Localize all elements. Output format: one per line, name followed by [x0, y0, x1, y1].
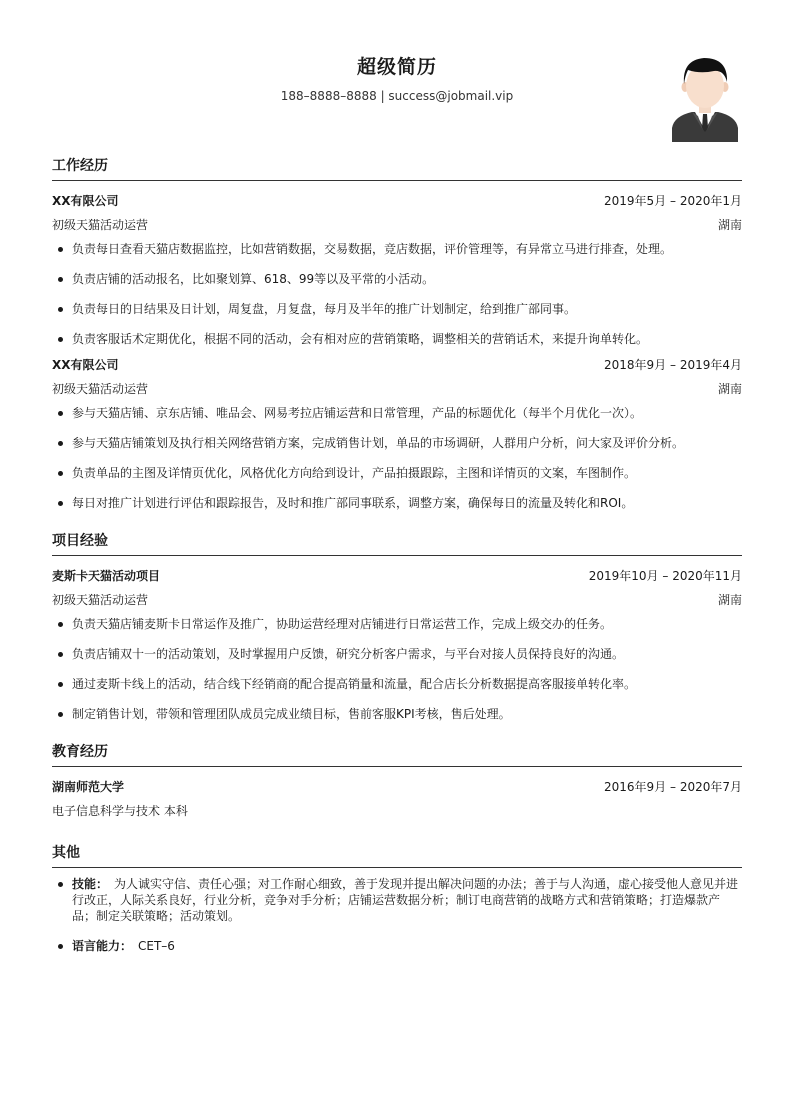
- work-experience-section: [52, 152, 742, 511]
- skills-label: 技能：: [72, 877, 109, 891]
- bullet-item: 通过麦斯卡线上的活动，结合线下经销商的配合提高销量和流量，配合店长分析数据提高客服接单转化率。: [52, 676, 742, 692]
- resume-page: [52, 0, 742, 968]
- location: 湖南: [717, 218, 742, 232]
- section-divider: [52, 555, 742, 556]
- bullet-item: 参与天猫店铺、京东店铺、唯品会、网易考拉店铺运营和日常管理，产品的标题优化（每半个月优化一次）。: [52, 405, 742, 421]
- education-section: [52, 738, 742, 823]
- project-entry: [52, 564, 742, 722]
- job-title: 初级天猫活动运营: [52, 382, 149, 396]
- location: 湖南: [717, 593, 742, 607]
- major-degree: 电子信息科学与技术 本科: [52, 804, 188, 818]
- project-name: 麦斯卡天猫活动项目: [52, 569, 161, 583]
- bullet-item: 负责店铺的活动报名，比如聚划算、618、99等以及平常的小活动。: [52, 271, 742, 287]
- job-title: 初级天猫活动运营: [52, 218, 149, 232]
- section-title: 其他: [52, 845, 80, 861]
- section-divider: [52, 180, 742, 181]
- skills-item: [52, 876, 742, 924]
- section-divider: [52, 766, 742, 767]
- section-title: 项目经验: [52, 533, 108, 549]
- location: 湖南: [717, 382, 742, 396]
- other-section: [52, 839, 742, 954]
- date-range: 2019年10月 – 2020年11月: [588, 569, 742, 583]
- date-range: 2019年5月 – 2020年1月: [604, 194, 742, 208]
- language-item: [52, 938, 742, 954]
- contact-line: 188–8888–8888 | success@jobmail.vip: [280, 89, 514, 103]
- bullet-item: 参与天猫店铺策划及执行相关网络营销方案，完成销售计划，单品的市场调研，人群用户分析，问大家及评价分析。: [52, 435, 742, 451]
- bullet-item: 负责天猫店铺麦斯卡日常运作及推广，协助运营经理对店铺进行日常运营工作，完成上级交办的任务。: [52, 616, 742, 632]
- date-range: 2018年9月 – 2019年4月: [604, 358, 742, 372]
- section-divider: [52, 867, 742, 868]
- section-title: 工作经历: [52, 158, 108, 174]
- bullet-item: 每日对推广计划进行评估和跟踪报告，及时和推广部同事联系，调整方案，确保每日的流量及转化和ROI。: [52, 495, 742, 511]
- language-text: CET–6: [138, 939, 175, 953]
- work-entry: [52, 189, 742, 347]
- company-name: XX有限公司: [52, 358, 119, 372]
- skills-text: 为人诚实守信、责任心强；对工作耐心细致，善于发现并提出解决问题的办法；善于与人沟通，虚心接受他人意见并进行改正，人际关系良好，行业分析，竞争对手分析；店铺运营数据分析；制订电商营销的战略方式和营销策略；打造爆款产品；制定关联策略；活动策划。: [72, 877, 739, 923]
- project-experience-section: [52, 527, 742, 722]
- bullet-item: 负责每日的日结果及日计划，周复盘，月复盘，每月及半年的推广计划制定，给到推广部同事。: [52, 301, 742, 317]
- company-name: XX有限公司: [52, 194, 119, 208]
- candidate-name: 超级简历: [356, 56, 437, 78]
- job-title: 初级天猫活动运营: [52, 593, 149, 607]
- language-label: 语言能力：: [72, 939, 133, 953]
- bullet-item: 负责单品的主图及详情页优化，风格优化方向给到设计，产品拍摄跟踪，主图和详情页的文案，车图制作。: [52, 465, 742, 481]
- date-range: 2016年9月 – 2020年7月: [604, 780, 742, 794]
- bullet-item: 负责每日查看天猫店数据监控，比如营销数据，交易数据，竞店数据，评价管理等，有异常立马进行排查，处理。: [52, 241, 742, 257]
- bullet-item: 负责店铺双十一的活动策划，及时掌握用户反馈，研究分析客户需求，与平台对接人员保持良好的沟通。: [52, 646, 742, 662]
- school-name: 湖南师范大学: [52, 780, 125, 794]
- bullet-item: 制定销售计划，带领和管理团队成员完成业绩目标，售前客服KPI考核，售后处理。: [52, 706, 742, 722]
- resume-header: [52, 0, 742, 150]
- work-entry: [52, 353, 742, 511]
- bullet-item: 负责客服话术定期优化，根据不同的活动，会有相对应的营销策略，调整相关的营销话术，来提升询单转化。: [52, 331, 742, 347]
- section-title: 教育经历: [52, 744, 108, 760]
- avatar-icon: [670, 54, 740, 142]
